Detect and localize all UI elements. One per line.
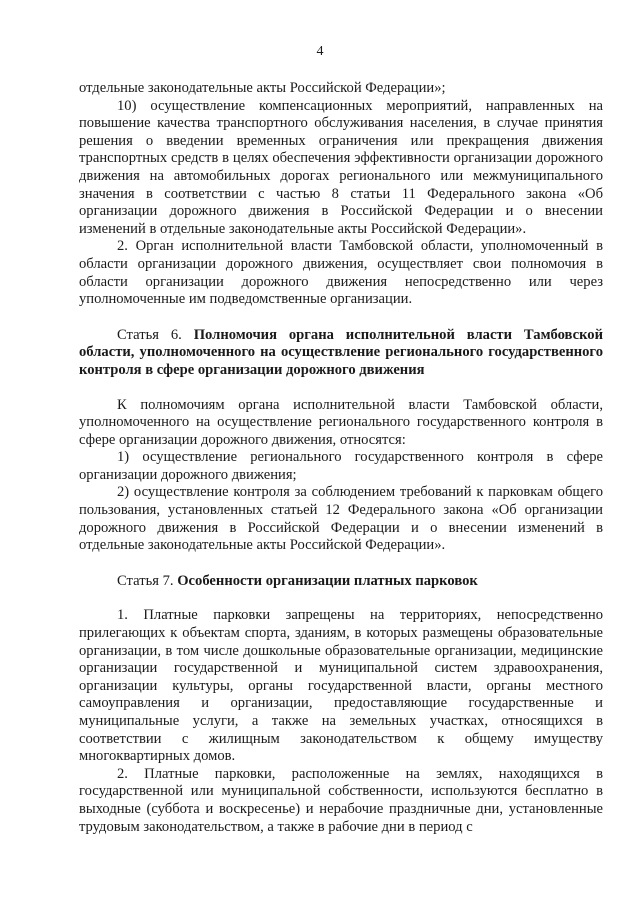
article-6-paragraph-item-2: 2) осуществление контроля за соблюдением требований к парковкам общего пользования, установленных статьей 12 Федерального закона «Об организации дорожного движения в Российской Федерации и о внесении изменений в отдельные законодательные акты Российской Федерации». bbox=[79, 484, 603, 554]
article-7-title: Особенности организации платных парковок bbox=[177, 572, 478, 589]
paragraph-clause-2: 2. Орган исполнительной власти Тамбовской области, уполномоченный в области организации дорожного движения, осуществляет свои полномочия в области организации дорожного движения непосредственно или через уполномоченные им подведомственные организации. bbox=[79, 238, 603, 308]
article-7-paragraph-2: 2. Платные парковки, расположенные на землях, находящихся в государственной или муниципальной собственности, используются бесплатно в выходные (суббота и воскресенье) и нерабочие праздничные дни, установленные трудовым законодательством, а также в рабочие дни в период с bbox=[79, 765, 603, 835]
article-6-label: Статья 6. bbox=[117, 326, 182, 343]
article-7-heading bbox=[79, 573, 603, 591]
paragraph-continuation: отдельные законодательные акты Российской Федерации»; bbox=[79, 80, 446, 96]
paragraph-item-10: 10) осуществление компенсационных мероприятий, направленных на повышение качества транспортного обслуживания населения, в случае принятия решения о введении временных ограничения или прекращения движения транспортных средств в целях обеспечения эффективности организации дорожного движения на автомобильных дорогах регионального или межмуниципального значения в соответствии с частью 8 статьи 11 Федерального закона «Об организации дорожного движения в Российской Федерации и о внесении изменений в отдельные законодательные акты Российской Федерации». bbox=[79, 97, 603, 237]
article-6-heading bbox=[79, 327, 603, 380]
spacer bbox=[79, 380, 603, 397]
spacer bbox=[79, 555, 603, 573]
article-6-paragraph-item-1: 1) осуществление регионального государственного контроля в сфере организации дорожного движения; bbox=[79, 449, 603, 483]
article-6-paragraph-intro: К полномочиям органа исполнительной власти Тамбовской области, уполномоченного на осуществление регионального государственного контроля в сфере организации дорожного движения, относятся: bbox=[79, 396, 603, 448]
page-number: 4 bbox=[316, 44, 324, 59]
article-7-label: Статья 7. bbox=[117, 572, 174, 589]
spacer bbox=[79, 309, 603, 327]
article-7-paragraph-1: 1. Платные парковки запрещены на территориях, непосредственно прилегающих к объектам спорта, зданиям, в которых размещены образовательные организации, в том числе дошкольные образовательные организации, медицинские организации государственной и муниципальной систем здравоохранения, организации культуры, органы государственной власти, органы местного самоуправления и организации, предоставляющие государственные и муниципальные услуги, а также на земельных участках, относящихся в соответствии с жилищным законодательством к общему имуществу многоквартирных домов. bbox=[79, 607, 603, 765]
spacer bbox=[79, 590, 603, 607]
article-6-title: Полномочия органа исполнительной власти Тамбовской области, уполномоченного на осуществление регионального государственного контроля в сфере организации дорожного движения bbox=[79, 326, 604, 378]
document-body bbox=[79, 80, 603, 836]
